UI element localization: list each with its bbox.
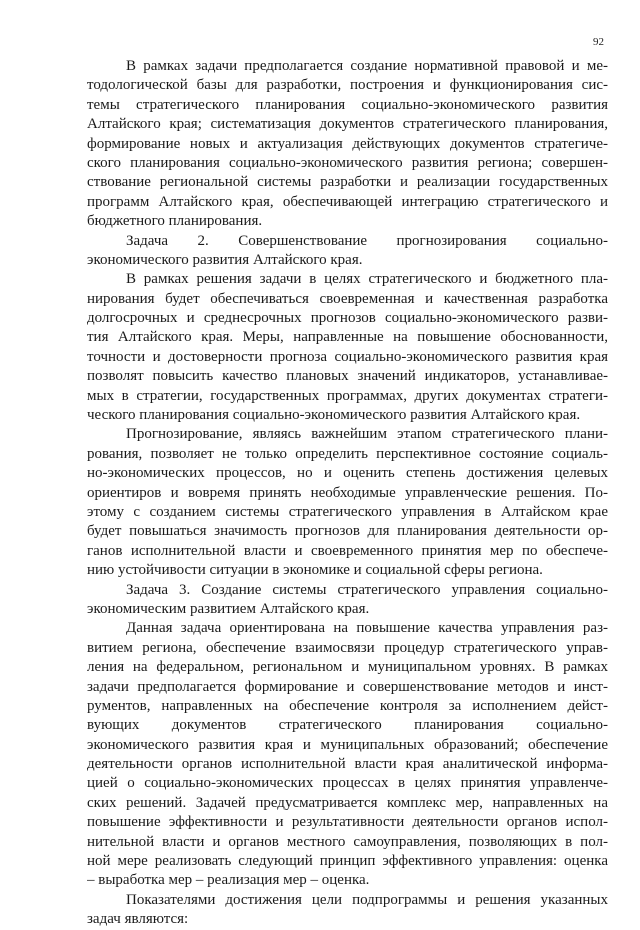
document-body: [87, 57, 608, 930]
text-line: экономического развития Алтайского края.: [87, 251, 363, 268]
text-line: нирования будет обеспечиваться своевременная и качественная разработка: [87, 290, 608, 307]
text-line: Показателями достижения цели подпрограммы и решения указанных: [126, 891, 608, 908]
text-line: задач являются:: [87, 911, 189, 928]
text-line: ления на федеральном, региональном и муниципальном уровнях. В рамках: [87, 659, 608, 676]
text-line: долгосрочных и среднесрочных прогнозов социально-экономического разви-: [87, 310, 608, 327]
text-line: рументов, направленных на обеспечение контроля за исполнением дейст-: [87, 697, 608, 714]
text-line: Задача 2. Совершенствование прогнозирования социально-: [126, 232, 608, 249]
page-number: 92: [593, 36, 604, 48]
paragraph: [87, 270, 608, 425]
text-line: позволят повысить качество плановых значений индикаторов, устанавливае-: [87, 368, 608, 385]
text-line: экономического развития края и муниципальных образований; обеспечение: [87, 736, 608, 753]
text-line: нию устойчивости ситуации в экономике и социальной сферы региона.: [87, 562, 543, 579]
paragraph: [87, 619, 608, 890]
text-line: нительной власти и органов местного самоуправления, позволяющих в пол-: [87, 833, 608, 850]
text-line: этому с созданием системы стратегического управления в Алтайском крае: [87, 503, 608, 520]
text-line: ского планирования социально-экономического развития региона; совершен-: [87, 154, 608, 171]
text-line: В рамках задачи предполагается создание нормативной правовой и ме-: [126, 58, 608, 74]
text-line: Прогнозирование, являясь важнейшим этапом стратегического плани-: [126, 426, 608, 443]
text-line: ной мере реализовать следующий принцип эффективного управления: оценка: [87, 853, 608, 870]
text-line: повышение эффективности и результативности деятельности органов испол-: [87, 814, 608, 831]
text-line: экономическим развитием Алтайского края.: [87, 600, 370, 617]
text-line: В рамках решения задачи в целях стратегического и бюджетного пла-: [126, 271, 608, 288]
paragraph: [87, 425, 608, 580]
text-line: точности и достоверности прогноза социально-экономического развития края: [87, 348, 608, 365]
text-line: мых в стратегии, государственных программах, других документах стратеги-: [87, 387, 608, 404]
text-line: цией о социально-экономических процессах в целях принятия управленче-: [87, 775, 608, 792]
text-line: Алтайского края; систематизация документов стратегического планирования,: [87, 116, 608, 133]
text-line: Задача 3. Создание системы стратегического управления социально-: [126, 581, 608, 598]
text-line: бюджетного планирования.: [87, 213, 263, 230]
text-line: Данная задача ориентирована на повышение качества управления раз-: [126, 620, 608, 637]
text-line: витием региона, обеспечение взаимосвязи процедур стратегического управ-: [87, 639, 608, 656]
text-line: будет повышаться значимость прогнозов для планирования деятельности ор-: [87, 523, 608, 540]
text-line: ческого планирования социально-экономического развития Алтайского края.: [87, 407, 581, 424]
text-line: деятельности органов исполнительной власти края аналитической информа-: [87, 756, 608, 773]
text-line: ствование региональной системы разработки и реализации государственных: [87, 174, 608, 191]
text-line: тодологической базы для разработки, построения и функционирования сис-: [87, 77, 608, 94]
text-line: программ Алтайского края, обеспечивающей интеграцию стратегического и: [87, 193, 608, 210]
text-line: – выработка мер – реализация мер – оценка.: [87, 872, 370, 889]
text-line: ских решений. Задачей предусматривается комплекс мер, направленных на: [87, 794, 608, 811]
text-line: вующих документов стратегического планирования социально-: [87, 717, 608, 734]
text-line: формирование новых и актуализация действующих документов стратегиче-: [87, 135, 608, 152]
text-line: тия Алтайского края. Меры, направленные на повышение обоснованности,: [87, 329, 608, 346]
task-heading: [87, 581, 608, 620]
text-line: но-экономических процессов, но и оценить степень достижения целевых: [87, 465, 608, 482]
paragraph: [87, 57, 608, 232]
text-line: ганов исполнительной власти и своевременного принятия мер по обеспече-: [87, 542, 608, 559]
text-line: задачи предполагается формирование и совершенствование методов и инст-: [87, 678, 608, 695]
text-line: рования, позволяет не только определить перспективное состояние социаль-: [87, 445, 608, 462]
text-line: темы стратегического планирования социально-экономического развития: [87, 96, 608, 113]
task-heading: [87, 232, 608, 271]
text-line: ориентиров и вовремя принять необходимые управленческие решения. По-: [87, 484, 608, 501]
paragraph: [87, 891, 608, 930]
